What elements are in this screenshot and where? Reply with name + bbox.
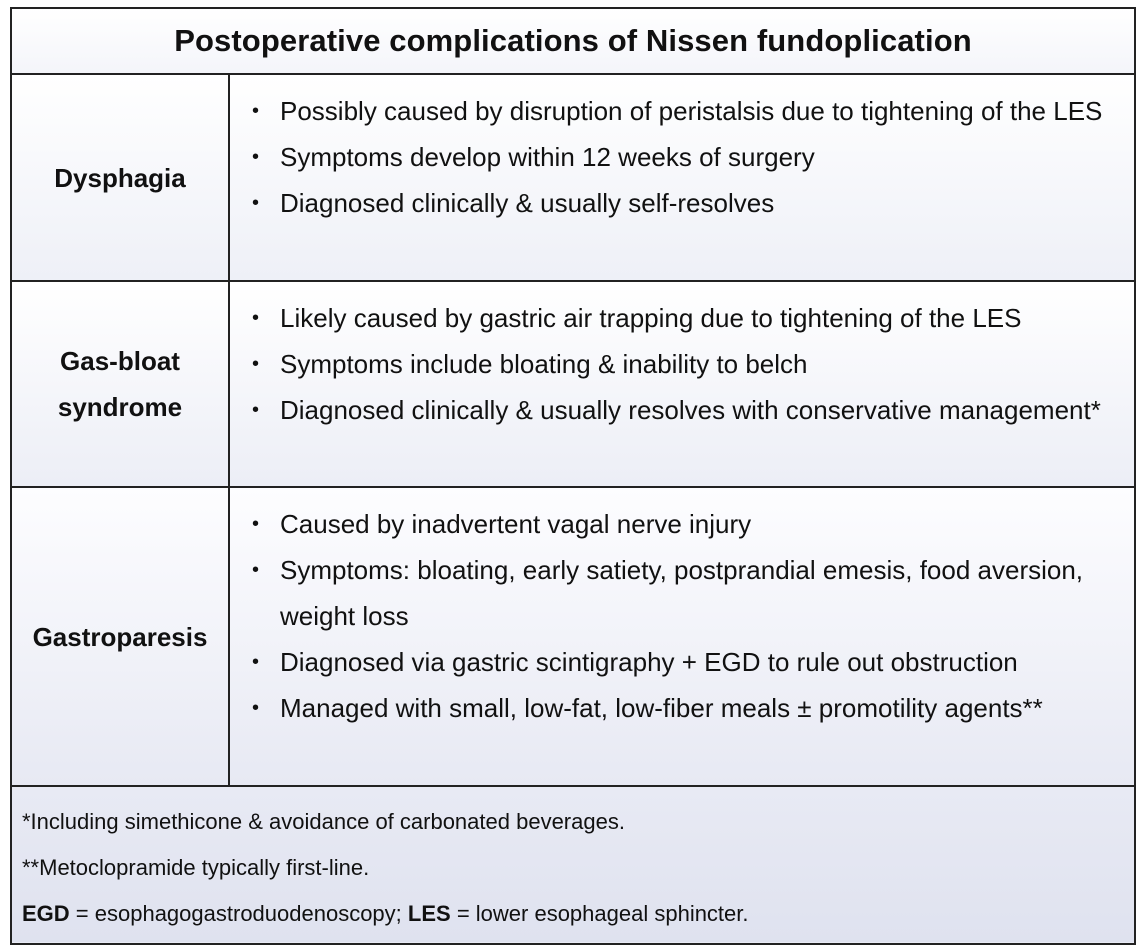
table-row-gas-bloat (12, 282, 1134, 488)
footnote-1: *Including simethicone & avoidance of carbonated beverages. (22, 809, 625, 834)
abbr-les-def: = lower esophageal sphincter. (450, 901, 749, 926)
list-item: • Diagnosed via gastric scintigraphy + EGD to rule out obstruction (252, 639, 1124, 685)
complications-table (10, 7, 1136, 945)
table-row-gastroparesis (12, 488, 1134, 787)
row-label-gastroparesis: Gastroparesis (12, 488, 230, 785)
row-label-dysphagia: Dysphagia (12, 75, 230, 280)
list-item: • Managed with small, low-fat, low-fiber meals ± promotility agents** (252, 685, 1124, 731)
list-item: • Symptoms include bloating & inability to belch (252, 341, 1124, 387)
bullet-icon: • (252, 192, 260, 214)
bullet-icon: • (252, 353, 260, 375)
row-content-dysphagia (230, 75, 1134, 280)
bullet-icon: • (252, 100, 260, 122)
list-item: • Diagnosed clinically & usually resolves with conservative management* (252, 387, 1124, 433)
abbreviations (22, 891, 1134, 937)
bullet-icon: • (252, 697, 260, 719)
row-label-gas-bloat: Gas-bloat syndrome (12, 282, 230, 486)
bullet-icon: • (252, 399, 260, 421)
bullet-icon: • (252, 513, 260, 535)
list-item: • Symptoms develop within 12 weeks of surgery (252, 134, 1124, 180)
abbr-les-term: LES (407, 901, 451, 926)
list-item: • Diagnosed clinically & usually self-resolves (252, 180, 1124, 226)
abbr-egd-def: = esophagogastroduodenoscopy; (69, 901, 408, 926)
list-item: • Possibly caused by disruption of peristalsis due to tightening of the LES (252, 88, 1124, 134)
bullet-icon: • (252, 651, 260, 673)
row-content-gas-bloat (230, 282, 1134, 486)
bullet-list (252, 295, 1124, 433)
bullet-icon: • (252, 307, 260, 329)
bullet-list (252, 88, 1124, 226)
list-item: • Caused by inadvertent vagal nerve injury (252, 501, 1124, 547)
row-content-gastroparesis (230, 488, 1134, 785)
bullet-icon: • (252, 146, 260, 168)
table-title: Postoperative complications of Nissen fundoplication (12, 9, 1134, 75)
footnote-2: **Metoclopramide typically first-line. (22, 855, 370, 880)
list-item: • Symptoms: bloating, early satiety, postprandial emesis, food aversion, weight loss (252, 547, 1124, 639)
abbr-egd-term: EGD (22, 901, 70, 926)
table-footer (12, 787, 1134, 942)
table-row-dysphagia (12, 75, 1134, 282)
bullet-list (252, 501, 1124, 731)
bullet-icon: • (252, 559, 260, 581)
list-item: • Likely caused by gastric air trapping due to tightening of the LES (252, 295, 1124, 341)
